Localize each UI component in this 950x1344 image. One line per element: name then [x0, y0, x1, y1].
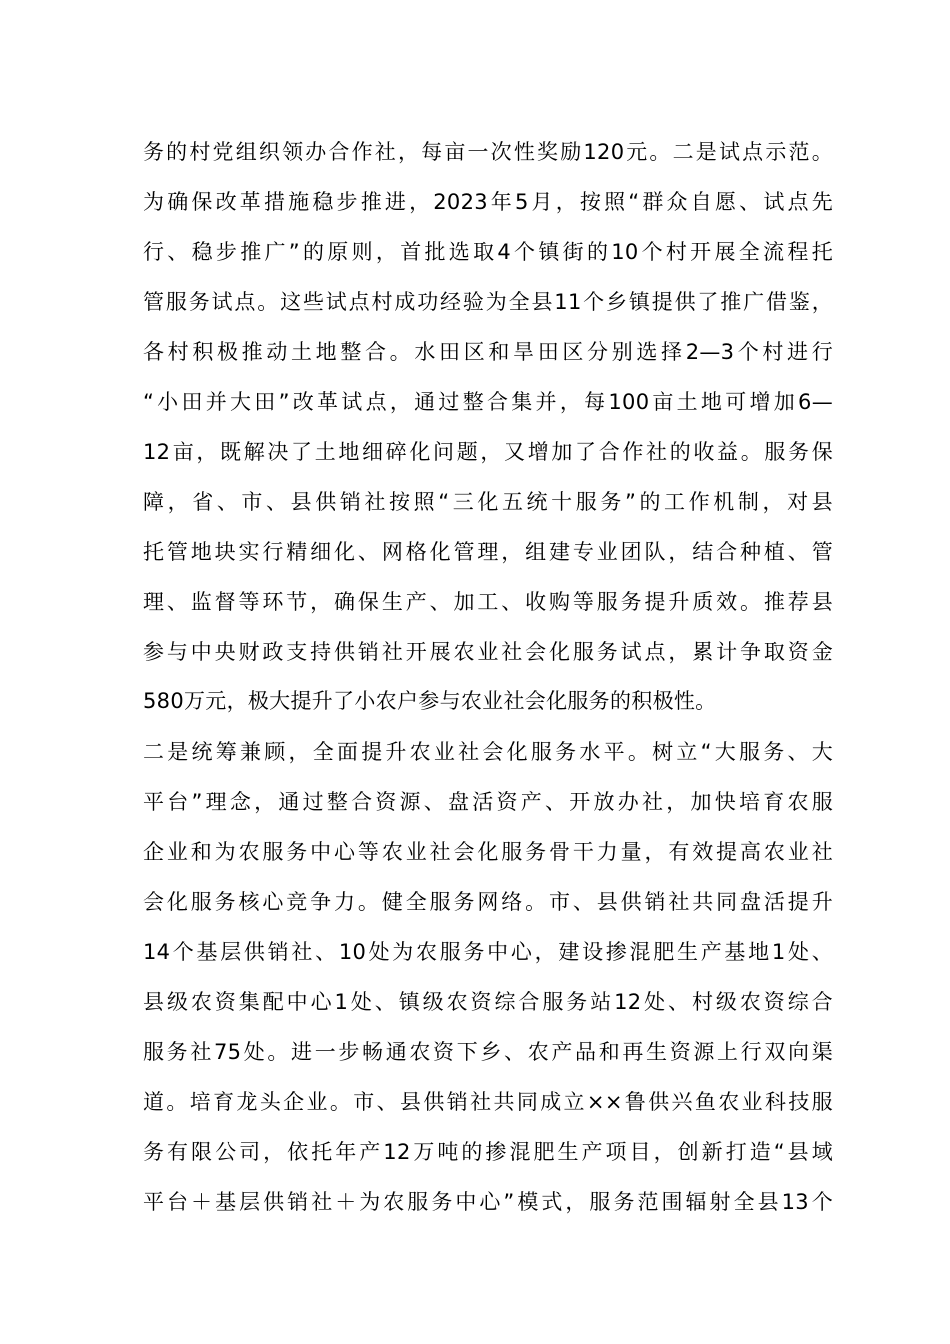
text-line: “小田并大田”改革试点，通过整合集并，每100亩土地可增加6— [143, 390, 833, 414]
text-line: 行、稳步推广”的原则，首批选取4个镇街的10个村开展全流程托 [143, 240, 833, 264]
text-line: 二是统筹兼顾，全面提升农业社会化服务水平。树立“大服务、大 [143, 740, 833, 764]
text-line: 14个基层供销社、10处为农服务中心，建设掺混肥生产基地1处、 [143, 940, 833, 964]
text-line: 会化服务核心竞争力。健全服务网络。市、县供销社共同盘活提升 [143, 890, 833, 914]
text-line: 580万元，极大提升了小农户参与农业社会化服务的积极性。 [143, 689, 717, 713]
text-line: 为确保改革措施稳步推进，2023年5月，按照“群众自愿、试点先 [143, 190, 833, 214]
text-line: 参与中央财政支持供销社开展农业社会化服务试点，累计争取资金 [143, 640, 833, 664]
text-line: 托管地块实行精细化、网格化管理，组建专业团队，结合种植、管 [143, 540, 833, 564]
text-line: 平台＋基层供销社＋为农服务中心”模式，服务范围辐射全县13个 [143, 1190, 833, 1214]
text-line: 各村积极推动土地整合。水田区和旱田区分别选择2—3个村进行 [143, 340, 833, 364]
text-line: 企业和为农服务中心等农业社会化服务骨干力量，有效提高农业社 [143, 840, 833, 864]
text-line: 障，省、市、县供销社按照“三化五统十服务”的工作机制，对县 [143, 490, 833, 514]
text-line: 服务社75处。进一步畅通农资下乡、农产品和再生资源上行双向渠 [143, 1040, 833, 1064]
text-line: 管服务试点。这些试点村成功经验为全县11个乡镇提供了推广借鉴， [143, 290, 833, 314]
text-line: 理、监督等环节，确保生产、加工、收购等服务提升质效。推荐县 [143, 590, 833, 614]
text-line: 平台”理念，通过整合资源、盘活资产、开放办社，加快培育农服 [143, 790, 833, 814]
text-line: 县级农资集配中心1处、镇级农资综合服务站12处、村级农资综合 [143, 990, 833, 1014]
text-line: 务有限公司，依托年产12万吨的掺混肥生产项目，创新打造“县域 [143, 1140, 833, 1164]
text-line: 12亩，既解决了土地细碎化问题，又增加了合作社的收益。服务保 [143, 440, 833, 464]
text-line: 道。培育龙头企业。市、县供销社共同成立××鲁供兴鱼农业科技服 [143, 1090, 833, 1114]
text-line: 务的村党组织领办合作社，每亩一次性奖励120元。二是试点示范。 [143, 140, 833, 164]
